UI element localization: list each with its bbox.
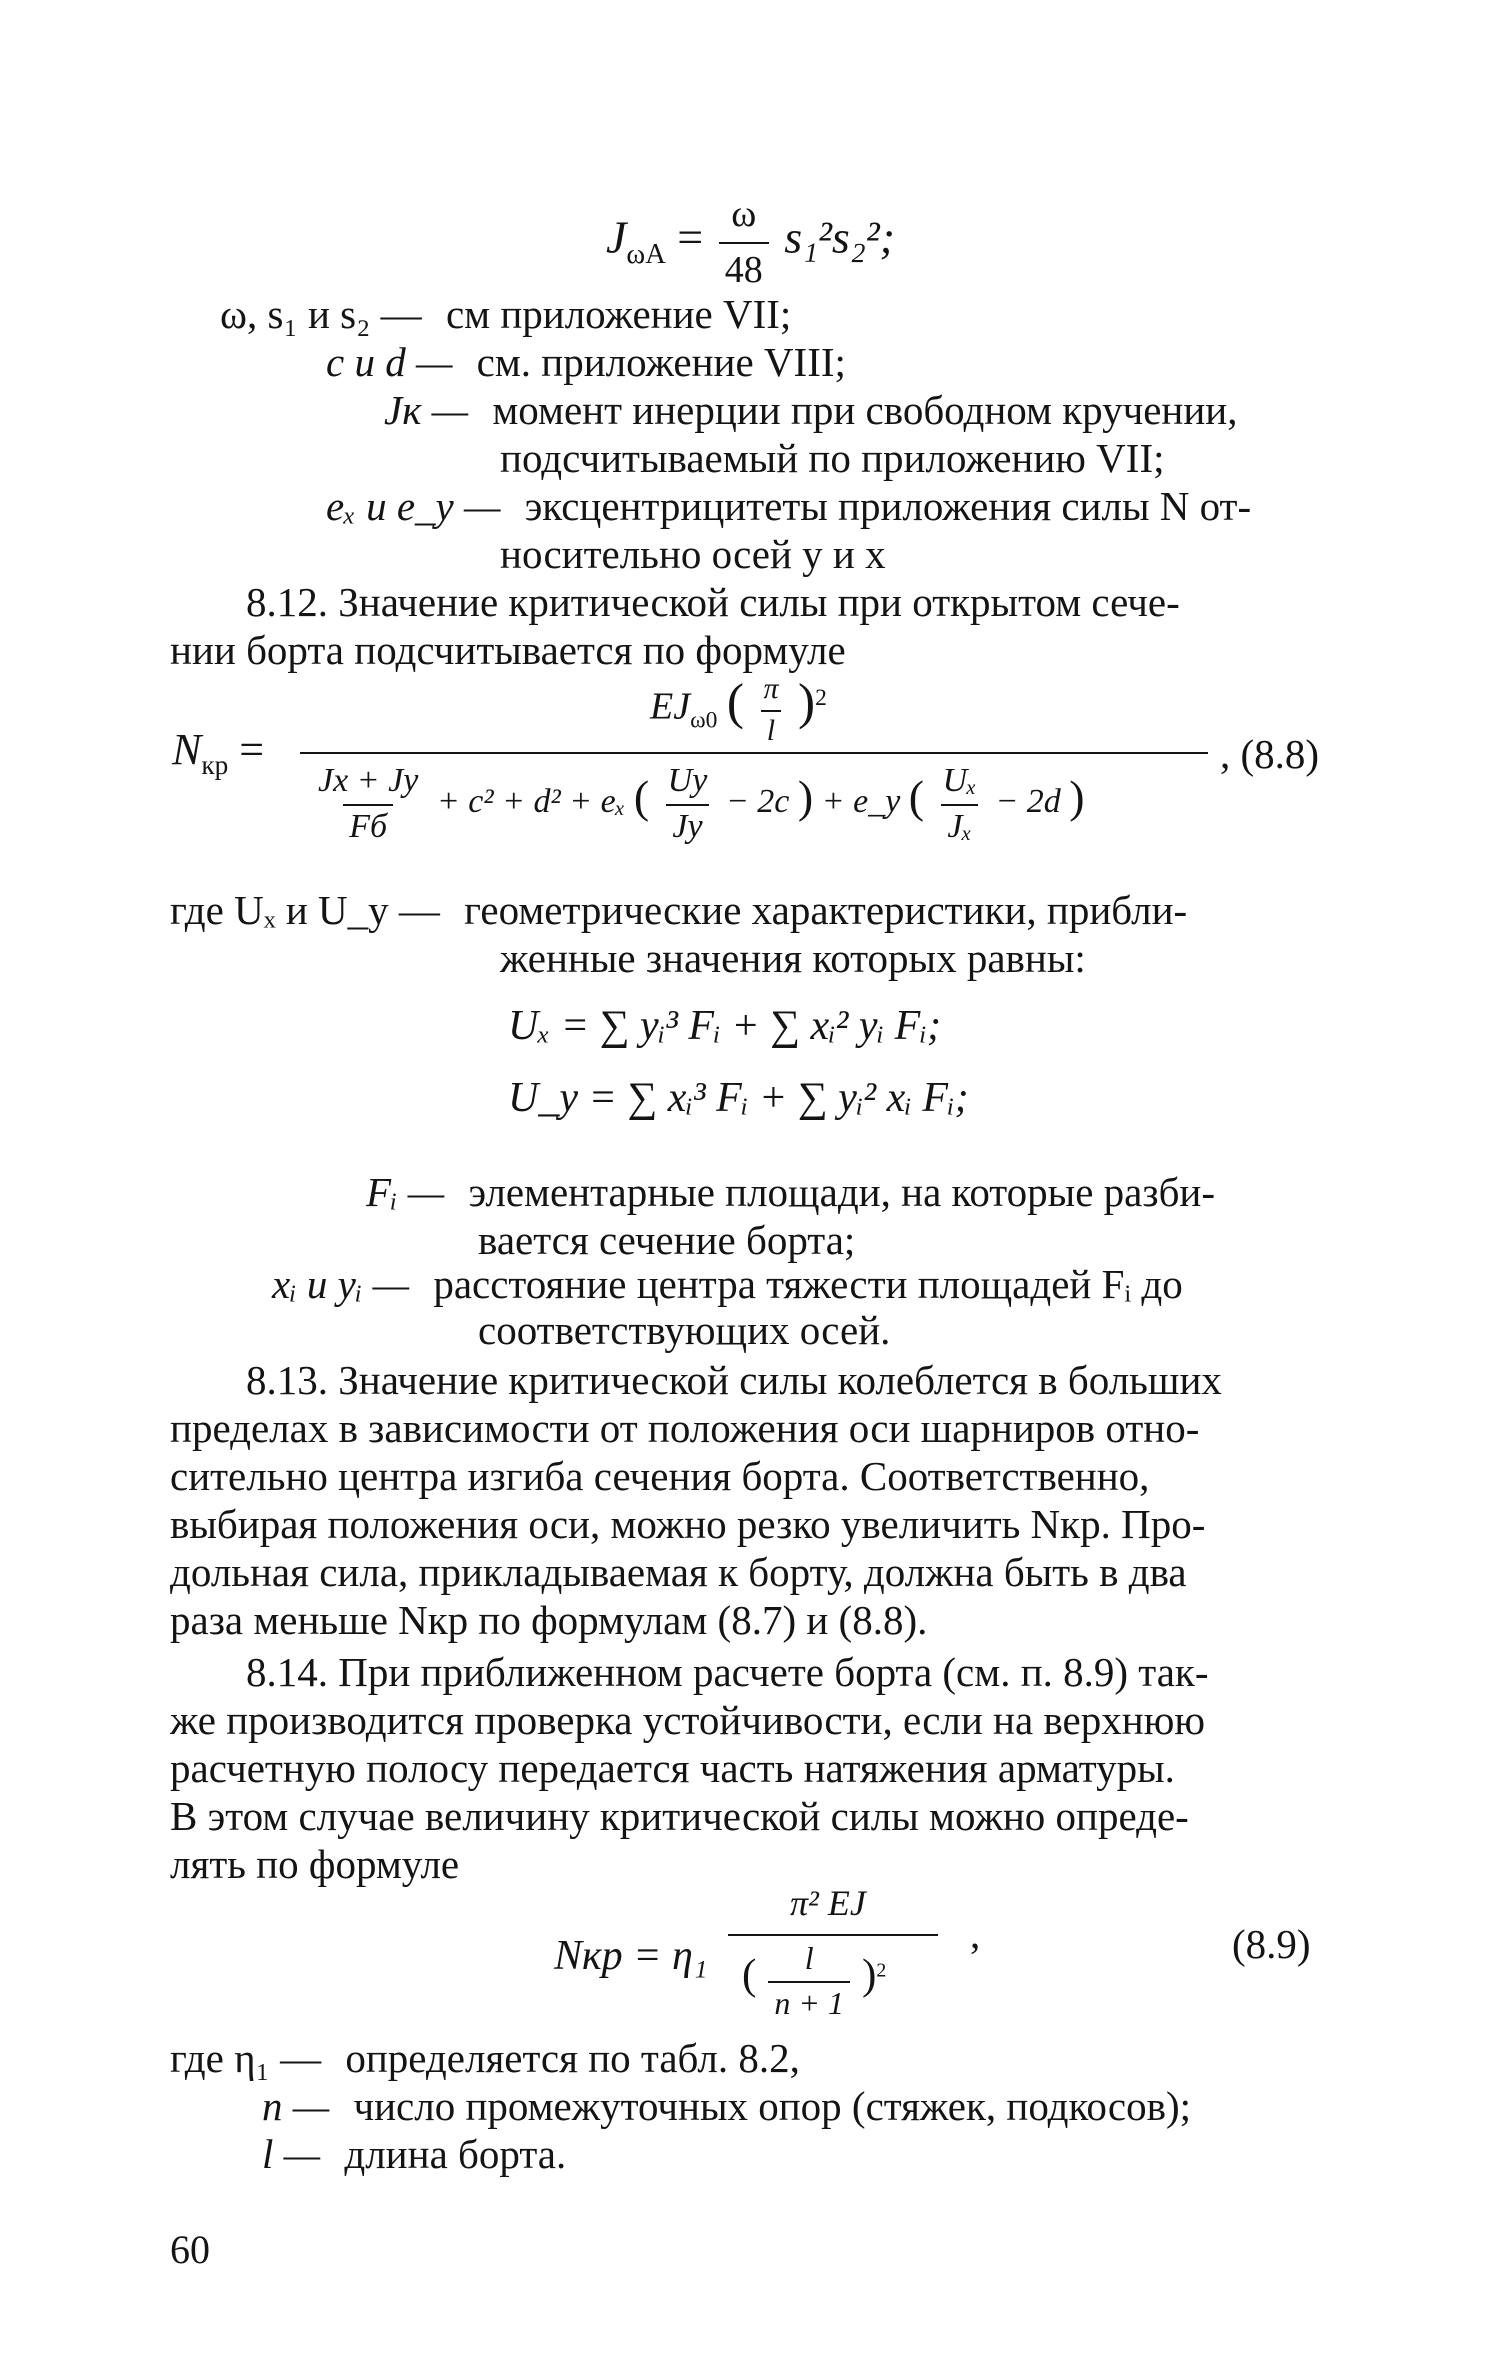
para-812-line-2: нии борта подсчитывается по формуле bbox=[170, 627, 846, 673]
para-814-line-2: же производится проверка устойчивости, если на верхнюю bbox=[170, 1697, 1205, 1743]
eq-89-fraction-bar bbox=[728, 1934, 938, 1936]
eq-89-comma: , bbox=[970, 1911, 981, 1957]
eq-89-number: (8.9) bbox=[1232, 1921, 1311, 1967]
def-fi-line-2: вается сечение борта; bbox=[478, 1217, 856, 1263]
eq-ux: Uₓ = ∑ yᵢ³ Fᵢ + ∑ xᵢ² yᵢ Fᵢ; bbox=[508, 1003, 941, 1049]
def-row-4: подсчитываемый по приложению VII; bbox=[500, 435, 1165, 481]
eq-89-lhs: Nкр = η₁ bbox=[554, 1933, 708, 1979]
def-eta: где η₁ — определяется по табл. 8.2, bbox=[170, 2035, 800, 2081]
def-row-5: eₓ и e_y — эксцентрицитеты приложения силы N от- bbox=[326, 483, 1252, 529]
para-813-line-6: раза меньше Nкр по формулам (8.7) и (8.8). bbox=[170, 1597, 928, 1643]
para-813-line-5: дольная сила, прикладываемая к борту, должна быть в два bbox=[170, 1549, 1187, 1595]
para-813-line-2: пределах в зависимости от положения оси шарниров отно- bbox=[170, 1405, 1200, 1451]
where-ux-line-1: где Uₓ и U_y — геометрические характеристики, прибли- bbox=[170, 887, 1188, 933]
def-n: n — число промежуточных опор (стяжек, подкосов); bbox=[262, 2083, 1192, 2129]
eq-88-numerator: $EJ_{\omega 0}$ ( $\frac{\pi}{l}$ )$^2$ bbox=[650, 672, 827, 747]
def-row-3: Jк — момент инерции при свободном кручении, bbox=[384, 387, 1238, 433]
formula-top: $J_{\omega A}$ = $\frac{\omega}{48}$ s₁²s₂²; bbox=[606, 190, 895, 294]
def-row-6: носительно осей y и x bbox=[500, 531, 886, 577]
def-row-1: ω, s₁ и s₂ — см приложение VII; bbox=[220, 291, 792, 337]
def-xi-line-2: соответствующих осей. bbox=[478, 1307, 891, 1353]
def-fi-line-1: Fᵢ — элементарные площади, на которые разби- bbox=[366, 1169, 1216, 1215]
eq-89-numerator: π² EJ bbox=[790, 1883, 866, 1923]
eq-88-number: , (8.8) bbox=[1220, 731, 1320, 777]
page-number: 60 bbox=[170, 2227, 210, 2272]
para-812-line-1: 8.12. Значение критической силы при открытом сече- bbox=[246, 579, 1180, 625]
eq-uy: U_y = ∑ xᵢ³ Fᵢ + ∑ yᵢ² xᵢ Fᵢ; bbox=[508, 1075, 969, 1121]
para-813-line-3: сительно центра изгиба сечения борта. Соответственно, bbox=[170, 1453, 1150, 1499]
eq-88-fraction-bar bbox=[300, 752, 1208, 754]
def-row-2: c и d — см. приложение VIII; bbox=[326, 339, 846, 385]
eq-88-lhs: $N_{кр}$ = bbox=[172, 725, 265, 780]
para-814-line-3: расчетную полосу передается часть натяжения арматуры. bbox=[170, 1745, 1175, 1791]
para-814-line-1: 8.14. При приближенном расчете борта (см. п. 8.9) так- bbox=[246, 1649, 1209, 1695]
eq-88-denominator: $\frac{Jx + Jy}{Fб}$ + c² + d² + eₓ ( $\frac{Uy}{Jy}$ − 2c ) + e_y ( $\frac{\text{Uₓ}}{\text{Jₓ}}$ − 2d ) bbox=[318, 762, 1085, 845]
para-814-line-4: В этом случае величину критической силы можно опреде- bbox=[170, 1793, 1189, 1839]
where-ux-line-2: женные значения которых равны: bbox=[500, 935, 1086, 981]
para-814-line-5: лять по формуле bbox=[170, 1841, 460, 1887]
eq-89-denominator: ( $\frac{l}{n + 1}$ )$^2$ bbox=[742, 1940, 887, 2021]
def-l: l — длина борта. bbox=[262, 2131, 567, 2177]
para-813-line-1: 8.13. Значение критической силы колеблется в больших bbox=[246, 1357, 1222, 1403]
para-813-line-4: выбирая положения оси, можно резко увеличить Nкр. Про- bbox=[170, 1501, 1206, 1547]
def-xi-line-1: xᵢ и yᵢ — расстояние центра тяжести площадей Fᵢ до bbox=[272, 1261, 1183, 1307]
